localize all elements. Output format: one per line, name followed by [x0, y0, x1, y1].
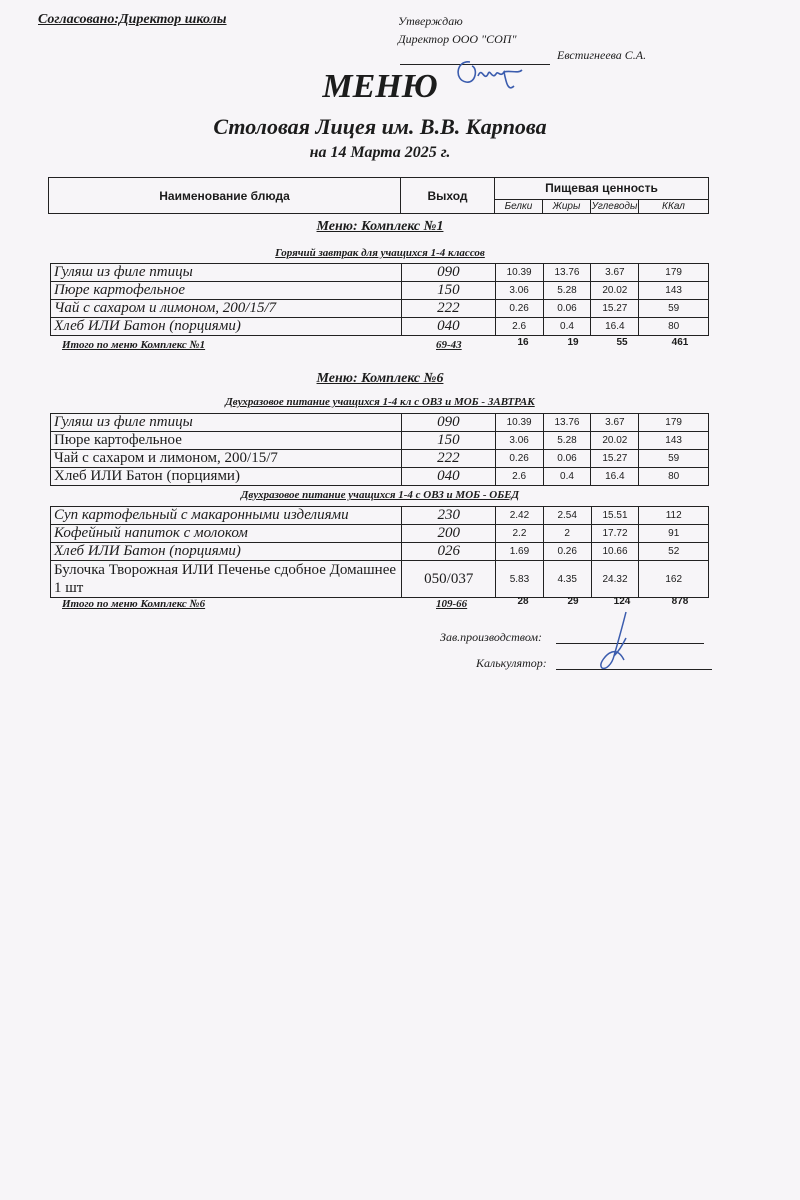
confirm-word: Утверждаю — [398, 14, 463, 28]
dish-kcal: 179 — [639, 414, 709, 432]
dish-kcal: 91 — [639, 525, 709, 543]
column-protein: Белки — [495, 199, 543, 213]
complex6-title: Меню: Комплекс №6 — [316, 371, 444, 386]
table-row — [51, 507, 709, 525]
total-protein: 28 — [517, 596, 529, 607]
column-nutrition: Пищевая ценность — [495, 178, 709, 200]
dish-name: Гуляш из филе птицы — [51, 414, 402, 432]
approved-by-label: Согласовано:Директор школы — [38, 12, 227, 27]
table-row — [51, 264, 709, 282]
dish-name: Хлеб ИЛИ Батон (порциями) — [51, 543, 402, 561]
column-kcal: ККал — [639, 199, 709, 213]
calculator-label: Калькулятор: — [476, 656, 547, 670]
dish-fat: 13.76 — [543, 414, 591, 432]
total-label: Итого по меню Комплекс №6 — [62, 598, 206, 610]
dish-output: 222 — [402, 450, 496, 468]
complex6-lunch-title: Двухразовое питание учащихся 1-4 с ОВЗ и МОБ - ОБЕД — [240, 489, 520, 501]
dish-protein: 5.83 — [496, 561, 544, 598]
dish-fat: 5.28 — [543, 282, 591, 300]
dish-output: 230 — [402, 507, 496, 525]
dish-fat: 0.26 — [543, 543, 591, 561]
dish-kcal: 52 — [639, 543, 709, 561]
dish-name: Суп картофельный с макаронными изделиями — [51, 507, 402, 525]
dish-output: 026 — [402, 543, 496, 561]
dish-protein: 0.26 — [495, 450, 543, 468]
dish-output: 222 — [402, 300, 496, 318]
dish-carbs: 15.27 — [591, 450, 639, 468]
dish-kcal: 143 — [639, 282, 709, 300]
table-row — [51, 561, 709, 598]
menu-date: на 14 Марта 2025 г. — [309, 144, 451, 161]
dish-kcal: 59 — [639, 450, 709, 468]
dish-fat: 4.35 — [543, 561, 591, 598]
dish-carbs: 20.02 — [591, 432, 639, 450]
dish-carbs: 15.51 — [591, 507, 639, 525]
total-carbs: 55 — [616, 337, 628, 348]
column-dish: Наименование блюда — [49, 178, 401, 214]
dish-output: 050/037 — [402, 561, 496, 598]
total-label: Итого по меню Комплекс №1 — [62, 339, 206, 351]
column-carbs: Углеводы — [591, 200, 638, 212]
dish-output: 090 — [402, 414, 496, 432]
complex6-breakfast-title: Двухразовое питание учащихся 1-4 кл с ОВЗ и МОБ - ЗАВТРАК — [225, 396, 535, 408]
dish-carbs: 24.32 — [591, 561, 639, 598]
dish-carbs: 17.72 — [591, 525, 639, 543]
total-fat: 19 — [567, 337, 579, 348]
director-name: Евстигнеева С.А. — [557, 48, 647, 62]
complex6-breakfast-table — [50, 413, 709, 486]
dish-name: Булочка Творожная ИЛИ Печенье сдобное Домашнее 1 шт — [51, 561, 402, 598]
dish-output: 150 — [402, 282, 496, 300]
dish-fat: 0.4 — [543, 468, 591, 486]
dish-protein: 10.39 — [495, 414, 543, 432]
dish-fat: 13.76 — [543, 264, 591, 282]
dish-kcal: 80 — [639, 468, 709, 486]
production-manager-label: Зав.производством: — [440, 630, 543, 644]
dish-output: 150 — [402, 432, 496, 450]
total-kcal: 461 — [671, 337, 689, 348]
dish-carbs: 20.02 — [591, 282, 639, 300]
dish-protein: 3.06 — [495, 432, 543, 450]
dish-protein: 0.26 — [495, 300, 543, 318]
dish-carbs: 3.67 — [591, 414, 639, 432]
column-fat: Жиры — [543, 199, 591, 213]
dish-kcal: 112 — [639, 507, 709, 525]
complex6-lunch-table — [50, 506, 709, 598]
total-fat: 29 — [567, 596, 579, 607]
dish-kcal: 179 — [639, 264, 709, 282]
dish-carbs: 16.4 — [591, 468, 639, 486]
dish-protein: 2.2 — [496, 525, 544, 543]
dish-kcal: 143 — [639, 432, 709, 450]
column-output: Выход — [401, 178, 495, 214]
dish-protein: 2.6 — [495, 468, 543, 486]
confirm-block — [398, 12, 517, 48]
dish-name: Гуляш из филе птицы — [51, 264, 402, 282]
dish-kcal: 162 — [639, 561, 709, 598]
dish-name: Пюре картофельное — [51, 282, 402, 300]
table-row — [51, 282, 709, 300]
table-row — [51, 543, 709, 561]
total-carbs: 124 — [613, 596, 631, 607]
dish-output: 040 — [402, 318, 496, 336]
table-row — [51, 318, 709, 336]
complex1-table — [50, 263, 709, 336]
dish-name: Чай с сахаром и лимоном, 200/15/7 — [51, 450, 402, 468]
confirm-role: Директор ООО "СОП" — [398, 32, 517, 46]
dish-output: 090 — [402, 264, 496, 282]
dish-fat: 2 — [543, 525, 591, 543]
complex1-group-title: Горячий завтрак для учащихся 1-4 классов — [275, 247, 485, 259]
canteen-name: Столовая Лицея им. В.В. Карпова — [213, 114, 547, 139]
table-row — [51, 468, 709, 486]
dish-carbs: 15.27 — [591, 300, 639, 318]
dish-output: 200 — [402, 525, 496, 543]
dish-output: 040 — [402, 468, 496, 486]
dish-protein: 3.06 — [495, 282, 543, 300]
dish-fat: 5.28 — [543, 432, 591, 450]
dish-kcal: 80 — [639, 318, 709, 336]
total-output: 109-66 — [436, 598, 468, 610]
dish-name: Чай с сахаром и лимоном, 200/15/7 — [51, 300, 402, 318]
dish-fat: 0.06 — [543, 450, 591, 468]
table-row — [51, 450, 709, 468]
dish-name: Кофейный напиток с молоком — [51, 525, 402, 543]
dish-name: Хлеб ИЛИ Батон (порциями) — [51, 468, 402, 486]
dish-protein: 1.69 — [496, 543, 544, 561]
dish-carbs: 10.66 — [591, 543, 639, 561]
page-title: МЕНЮ — [322, 68, 438, 105]
total-kcal: 878 — [671, 596, 689, 607]
dish-carbs: 16.4 — [591, 318, 639, 336]
table-row — [51, 414, 709, 432]
dish-fat: 2.54 — [543, 507, 591, 525]
dish-kcal: 59 — [639, 300, 709, 318]
table-row — [51, 432, 709, 450]
staff-signature — [596, 608, 640, 674]
complex1-title: Меню: Комплекс №1 — [316, 219, 444, 234]
dish-protein: 2.42 — [496, 507, 544, 525]
dish-carbs: 3.67 — [591, 264, 639, 282]
dish-fat: 0.4 — [543, 318, 591, 336]
dish-name: Пюре картофельное — [51, 432, 402, 450]
table-row — [51, 300, 709, 318]
dish-name: Хлеб ИЛИ Батон (порциями) — [51, 318, 402, 336]
complex1-total — [62, 339, 712, 355]
dish-fat: 0.06 — [543, 300, 591, 318]
total-protein: 16 — [517, 337, 529, 348]
dish-protein: 10.39 — [495, 264, 543, 282]
dish-protein: 2.6 — [495, 318, 543, 336]
total-output: 69-43 — [436, 339, 462, 351]
column-header-table — [48, 177, 709, 214]
table-row — [51, 525, 709, 543]
